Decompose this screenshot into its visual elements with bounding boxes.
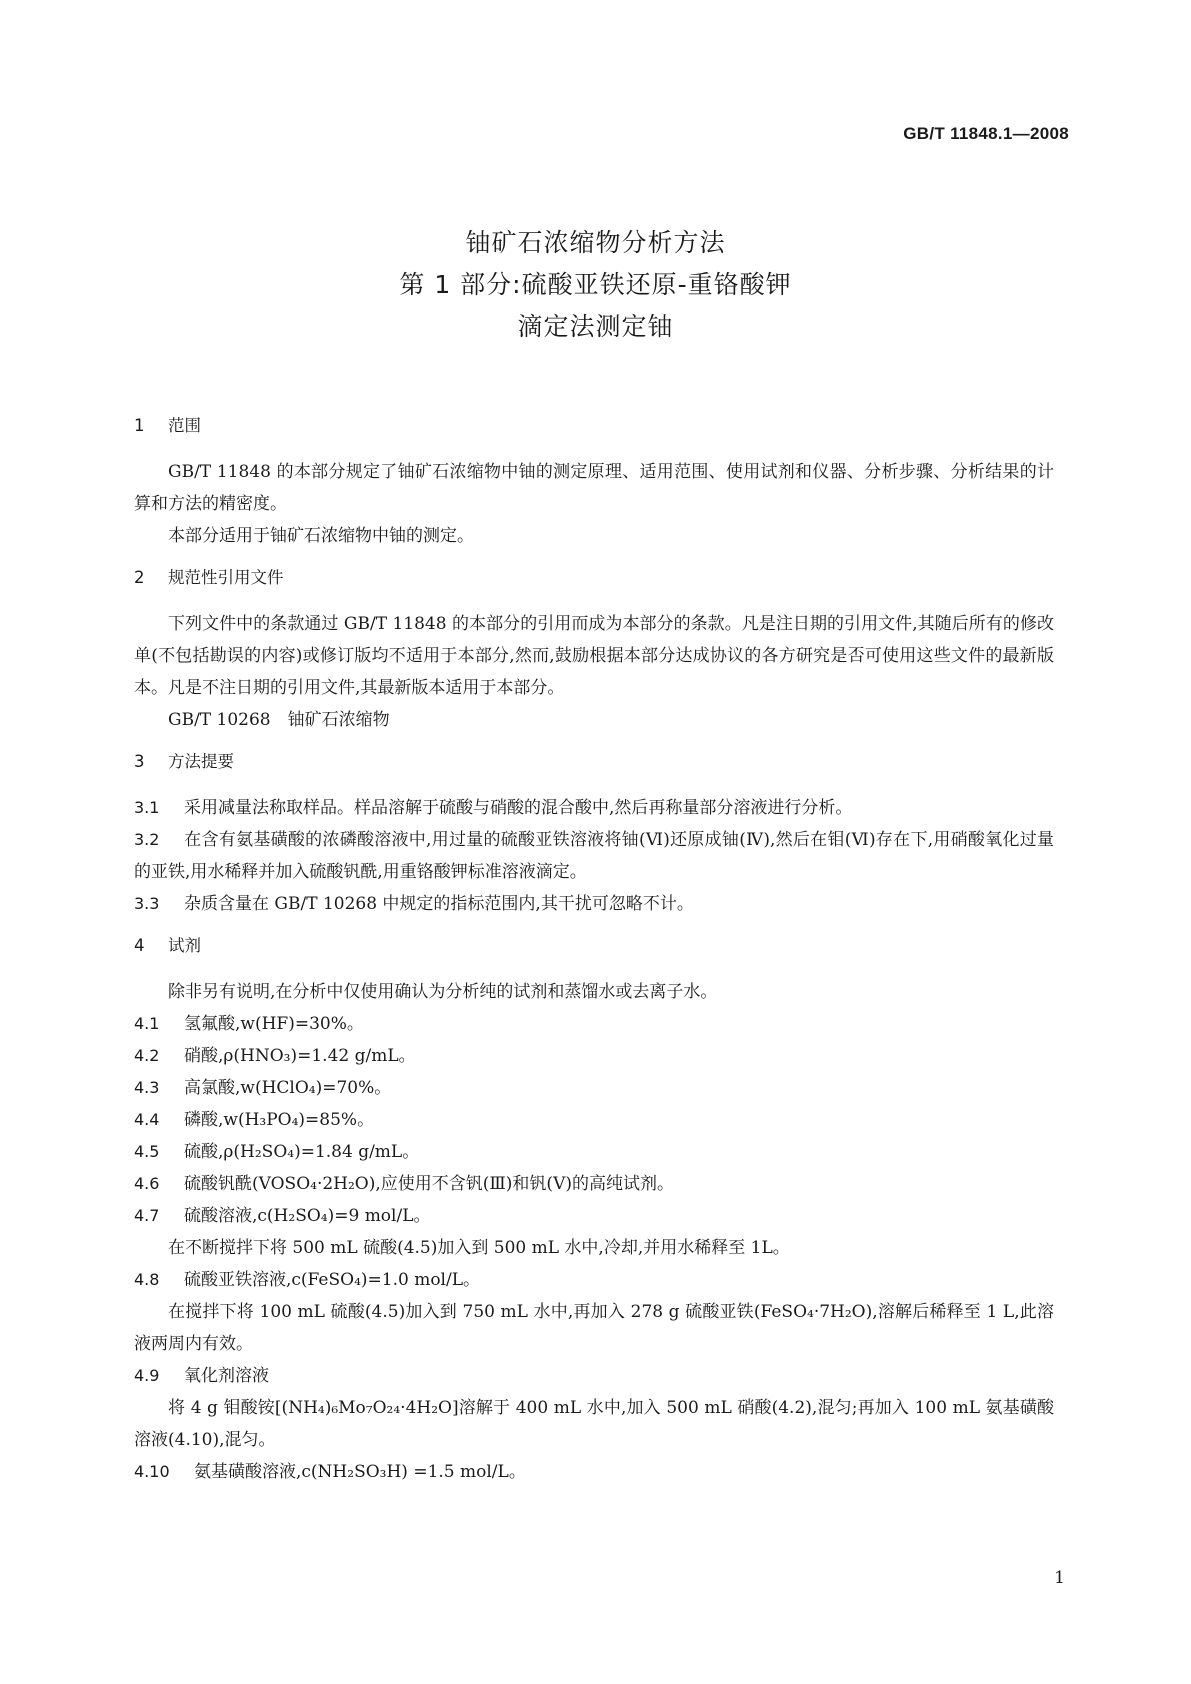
paragraph: 除非另有说明,在分析中仅使用确认为分析纯的试剂和蒸馏水或去离子水。 xyxy=(168,982,718,1002)
reagent-note: 将 4 g 钼酸铵[(NH₄)₆Mo₇O₂₄·4H₂O]溶解于 400 mL 水中,加入 500 mL 硝酸(4.2),混匀;再加入 100 mL 氨基磺酸溶液(4.10),混匀。 xyxy=(134,1398,1054,1450)
page-number: 1 xyxy=(1054,1568,1065,1588)
section-heading-reagents: 4 试剂 xyxy=(134,936,201,955)
reagent-note: 在不断搅拌下将 500 mL 硫酸(4.5)加入到 500 mL 水中,冷却,并用水稀释至 1L。 xyxy=(168,1238,790,1258)
reagent-item: 4.5 硫酸,ρ(H₂SO₄)=1.84 g/mL。 xyxy=(134,1142,420,1162)
title-line-2: 第 1 部分:硫酸亚铁还原-重铬酸钾 xyxy=(399,270,792,299)
document-body xyxy=(134,412,1054,1488)
document-title xyxy=(0,222,1191,348)
reagent-item: 4.10 氨基磺酸溶液,c(NH₂SO₃H) =1.5 mol/L。 xyxy=(134,1462,526,1482)
standard-code: GB/T 11848.1—2008 xyxy=(903,124,1069,143)
paragraph: 下列文件中的条款通过 GB/T 11848 的本部分的引用而成为本部分的条款。凡是注日期的引用文件,其随后所有的修改单(不包括勘误的内容)或修订版均不适用于本部分,然而,鼓励根据本部分达成协议的各方研究是否可使用这些文件的最新版本。凡是不注日期的引用文件,其最新版本适用于本部分。 xyxy=(134,614,1054,698)
reagent-item: 4.3 高氯酸,w(HClO₄)=70%。 xyxy=(134,1078,392,1098)
clause-item: 3.3 杂质含量在 GB/T 10268 中规定的指标范围内,其干扰可忽略不计。 xyxy=(134,894,694,914)
reagent-item: 4.7 硫酸溶液,c(H₂SO₄)=9 mol/L。 xyxy=(134,1206,431,1226)
reference-entry: GB/T 10268 铀矿石浓缩物 xyxy=(168,710,390,730)
section-heading-normative-references: 2 规范性引用文件 xyxy=(134,568,284,587)
reagent-note: 在搅拌下将 100 mL 硫酸(4.5)加入到 750 mL 水中,再加入 278 g 硫酸亚铁(FeSO₄·7H₂O),溶解后稀释至 1 L,此溶液两周内有效。 xyxy=(134,1302,1054,1354)
reagent-item: 4.1 氢氟酸,w(HF)=30%。 xyxy=(134,1014,364,1034)
clause-item: 3.2 在含有氨基磺酸的浓磷酸溶液中,用过量的硫酸亚铁溶液将铀(Ⅵ)还原成铀(Ⅳ),然后在钼(Ⅵ)存在下,用硝酸氧化过量的亚铁,用水稀释并加入硫酸钒酰,用重铬酸钾标准溶液滴定。 xyxy=(134,830,1054,882)
section-heading-method-summary: 3 方法提要 xyxy=(134,752,234,771)
section-heading-scope: 1 范围 xyxy=(134,416,201,435)
reagent-item: 4.9 氧化剂溶液 xyxy=(134,1366,269,1386)
reagent-item: 4.6 硫酸钒酰(VOSO₄·2H₂O),应使用不含钒(Ⅲ)和钒(Ⅴ)的高纯试剂。 xyxy=(134,1174,674,1194)
clause-item: 3.1 采用减量法称取样品。样品溶解于硫酸与硝酸的混合酸中,然后再称量部分溶液进行分析。 xyxy=(134,798,853,818)
title-line-1: 铀矿石浓缩物分析方法 xyxy=(465,228,726,257)
title-line-3: 滴定法测定铀 xyxy=(517,312,674,341)
reagent-item: 4.2 硝酸,ρ(HNO₃)=1.42 g/mL。 xyxy=(134,1046,416,1066)
reagent-item: 4.8 硫酸亚铁溶液,c(FeSO₄)=1.0 mol/L。 xyxy=(134,1270,481,1290)
paragraph: GB/T 11848 的本部分规定了铀矿石浓缩物中铀的测定原理、适用范围、使用试剂和仪器、分析步骤、分析结果的计算和方法的精密度。 xyxy=(134,462,1054,514)
paragraph: 本部分适用于铀矿石浓缩物中铀的测定。 xyxy=(168,526,474,546)
reagent-item: 4.4 磷酸,w(H₃PO₄)=85%。 xyxy=(134,1110,375,1130)
